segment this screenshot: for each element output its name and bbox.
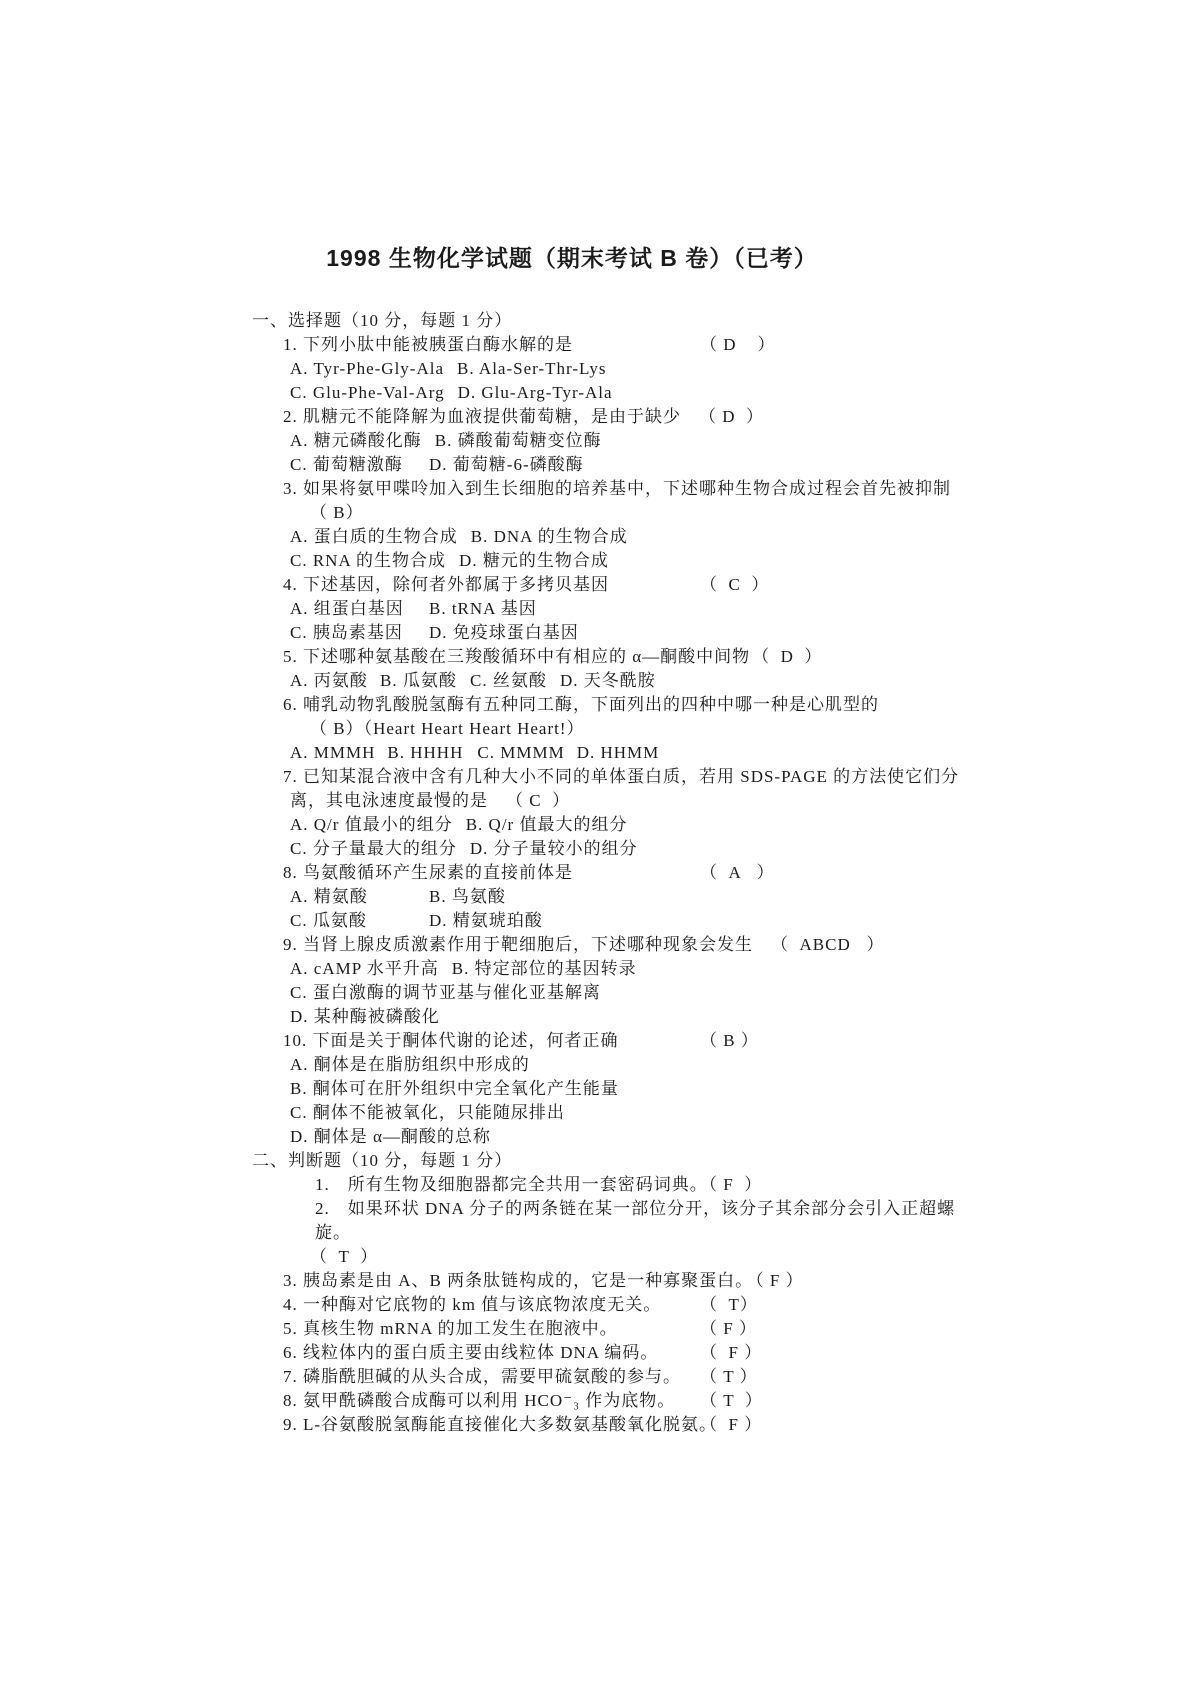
option-item: A. 组蛋白基因 (290, 599, 404, 618)
option-item: B. tRNA 基因 (429, 599, 537, 618)
answer-mark: （ D ） (700, 335, 776, 354)
question-line (250, 1029, 962, 1053)
options-row (250, 549, 962, 573)
options-row (250, 885, 962, 909)
line-text: 5. 真核生物 mRNA 的加工发生在胞液中。 (283, 1319, 618, 1338)
option-item: B. DNA 的生物合成 (470, 527, 628, 546)
answer-line (250, 1245, 962, 1269)
option-item: C. 胰岛素基因 (290, 623, 403, 642)
option-line (250, 1101, 962, 1125)
option-line (250, 1077, 962, 1101)
option-line (250, 1005, 962, 1029)
option-item: D. 葡萄糖-6-磷酸酶 (429, 455, 584, 474)
answer-line (250, 501, 962, 525)
question-line (250, 1365, 962, 1389)
option-item: A. 糖元磷酸化酶 (290, 431, 422, 450)
options-row (250, 837, 962, 861)
option-item: C. 葡萄糖激酶 (290, 455, 403, 474)
question-line (250, 1293, 962, 1317)
option-item: D. 分子量较小的组分 (469, 839, 638, 858)
answer-mark: （ F ） (700, 1175, 763, 1194)
option-item: B. 磷酸葡萄糖变位酶 (434, 431, 602, 450)
options-row (250, 381, 962, 405)
options-row (250, 525, 962, 549)
question-line (250, 1341, 962, 1365)
line-text: 3. 胰岛素是由 A、B 两条肽链构成的，它是一种寡聚蛋白。 (283, 1271, 754, 1290)
line-text: 6. 线粒体内的蛋白质主要由线粒体 DNA 编码。 (283, 1343, 659, 1362)
question-line (250, 1389, 962, 1413)
question-line (250, 1173, 962, 1197)
option-item: D. Glu-Arg-Tyr-Ala (457, 383, 613, 402)
option-item: B. 瓜氨酸 (380, 671, 457, 690)
line-text: 7. 磷脂酰胆碱的从头合成，需要甲硫氨酸的参与。 (283, 1367, 681, 1386)
page-title: 1998 生物化学试题（期末考试 B 卷）（已考） (326, 245, 818, 271)
answer-mark: （ F ） (700, 1415, 763, 1434)
section-heading: 二、判断题（10 分，每题 1 分） (252, 1151, 513, 1170)
option-item: B. Q/r 值最大的组分 (465, 815, 628, 834)
option-item: A. 丙氨酸 (290, 671, 368, 690)
option-item: A. MMMH (290, 743, 376, 762)
answer-mark: （ F ） (700, 1319, 757, 1338)
line-text: 4. 一种酶对它底物的 km 值与该底物浓度无关。 (283, 1295, 662, 1314)
line-text: 4. 下述基因，除何者外都属于多拷贝基因 (283, 575, 609, 594)
line-text: 9. L-谷氨酸脱氢酶能直接催化大多数氨基酸氧化脱氨。 (283, 1415, 718, 1434)
question-continuation-line (250, 789, 962, 813)
answer-mark: （ T） (700, 1295, 758, 1314)
line-text: 5. 下述哪种氨基酸在三羧酸循环中有相应的 α—酮酸中间物 (283, 647, 751, 666)
option-item: A. 精氨酸 (290, 887, 368, 906)
question-line (250, 477, 962, 501)
option-item: B. 鸟氨酸 (429, 887, 506, 906)
line-text: 8. 氨甲酰磷酸合成酶可以利用 HCO⁻₃ 作为底物。 (283, 1391, 676, 1410)
line-text: （ B）（Heart Heart Heart Heart!） (310, 719, 585, 738)
answer-mark: （ D ） (752, 647, 823, 666)
line-text: B. 酮体可在肝外组织中完全氧化产生能量 (290, 1079, 619, 1098)
line-text: C. 蛋白激酶的调节亚基与催化亚基解离 (290, 983, 601, 1002)
option-line (250, 1125, 962, 1149)
exam-content (250, 309, 962, 1437)
option-item: C. MMMM (477, 743, 565, 762)
question-line (250, 693, 962, 717)
line-text: 2. 如果环状 DNA 分子的两条链在某一部位分开，该分子其余部分会引入正超螺旋。 (315, 1199, 956, 1242)
line-text: 3. 如果将氨甲喋呤加入到生长细胞的培养基中，下述哪种生物合成过程会首先被抑制 (283, 479, 951, 498)
line-text: C. 酮体不能被氧化，只能随尿排出 (290, 1103, 565, 1122)
line-text: 9. 当肾上腺皮质激素作用于靶细胞后，下述哪种现象会发生 (283, 935, 753, 954)
option-line (250, 1053, 962, 1077)
line-text: D. 某种酶被磷酸化 (290, 1007, 440, 1026)
option-item: D. 免疫球蛋白基因 (429, 623, 579, 642)
answer-mark: （ B ） (700, 1031, 759, 1050)
answer-mark: （ D ） (699, 407, 765, 426)
question-line (250, 645, 962, 669)
option-item: A. cAMP 水平升高 (290, 959, 439, 978)
options-row (250, 621, 962, 645)
options-row (250, 813, 962, 837)
option-item: A. Q/r 值最小的组分 (290, 815, 453, 834)
line-text: 7. 已知某混合液中含有几种大小不同的单体蛋白质，若用 SDS-PAGE 的方法使它们分 (283, 767, 960, 786)
option-item: C. 丝氨酸 (470, 671, 547, 690)
option-item: C. 瓜氨酸 (290, 911, 367, 930)
options-row (250, 597, 962, 621)
answer-line (250, 717, 962, 741)
option-item: C. RNA 的生物合成 (290, 551, 447, 570)
question-line (250, 861, 962, 885)
options-row (250, 357, 962, 381)
section-heading: 一、选择题（10 分，每题 1 分） (252, 311, 513, 330)
question-line (250, 1269, 962, 1293)
line-text: A. 酮体是在脂肪组织中形成的 (290, 1055, 530, 1074)
options-row (250, 429, 962, 453)
option-item: D. 糖元的生物合成 (459, 551, 609, 570)
option-item: B. HHHH (387, 743, 464, 762)
answer-mark: （ A ） (700, 863, 775, 882)
line-text: D. 酮体是 α—酮酸的总称 (290, 1127, 491, 1146)
line-text: 10. 下面是关于酮体代谢的论述，何者正确 (283, 1031, 619, 1050)
options-row (250, 669, 962, 693)
line-text: 1. 下列小肽中能被胰蛋白酶水解的是 (283, 335, 573, 354)
answer-mark: （ T ） (700, 1367, 758, 1386)
option-item: B. 特定部位的基因转录 (451, 959, 637, 978)
line-text: 离，其电泳速度最慢的是 (290, 791, 488, 810)
answer-mark: （ C ） (506, 791, 571, 810)
option-item: C. Glu-Phe-Val-Arg (290, 383, 445, 402)
line-text: 1. 所有生物及细胞器都完全共用一套密码词典。 (315, 1175, 708, 1194)
option-item: D. 精氨琥珀酸 (429, 911, 543, 930)
question-line (250, 333, 962, 357)
answer-mark: （ T ） (700, 1391, 763, 1410)
option-item: C. 分子量最大的组分 (290, 839, 457, 858)
answer-mark: （ C ） (700, 575, 770, 594)
line-text: 8. 鸟氨酸循环产生尿素的直接前体是 (283, 863, 573, 882)
question-line (250, 1197, 962, 1245)
question-line (250, 1413, 962, 1437)
answer-mark: （ F ） (700, 1343, 763, 1362)
options-row (250, 957, 962, 981)
question-line (250, 405, 962, 429)
question-line (250, 573, 962, 597)
option-line (250, 981, 962, 1005)
line-text: 2. 肌糖元不能降解为血液提供葡萄糖，是由于缺少 (283, 407, 681, 426)
question-line (250, 933, 962, 957)
option-item: A. Tyr-Phe-Gly-Ala (290, 359, 445, 378)
option-item: B. Ala-Ser-Thr-Lys (457, 359, 607, 378)
question-line (250, 1317, 962, 1341)
options-row (250, 909, 962, 933)
option-item: D. 天冬酰胺 (560, 671, 656, 690)
options-row (250, 453, 962, 477)
option-item: A. 蛋白质的生物合成 (290, 527, 458, 546)
options-row (250, 741, 962, 765)
option-item: D. HHMM (576, 743, 660, 762)
line-text: 6. 哺乳动物乳酸脱氢酶有五种同工酶，下面列出的四种中哪一种是心肌型的 (283, 695, 879, 714)
line-text: （ B） (310, 503, 364, 522)
answer-mark: （ F ） (755, 1271, 804, 1290)
question-line (250, 765, 962, 789)
line-text: （ T ） (310, 1247, 379, 1266)
answer-mark: （ ABCD ） (771, 935, 885, 954)
